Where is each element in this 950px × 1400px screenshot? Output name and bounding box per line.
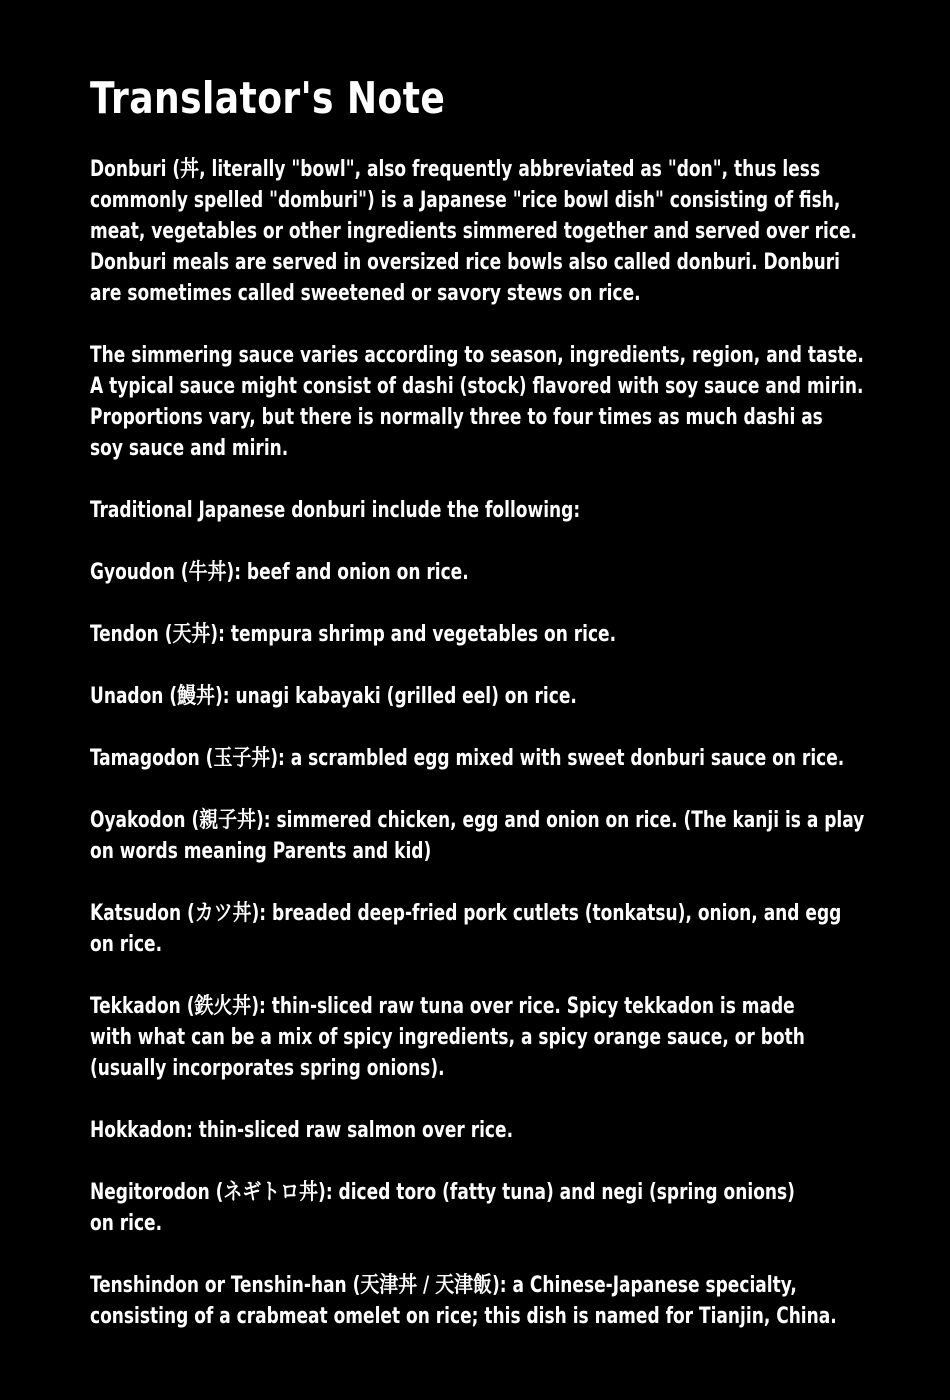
list-item-tekkadon: Tekkadon (鉄火丼): thin-sliced raw tuna over rice. Spicy tekkadon is made with what can be a mix of spicy ingredients, a spicy orange sauce, or both (usually incorporates spring onions).	[90, 994, 805, 1081]
list-item-tamagodon: Tamagodon (玉子丼): a scrambled egg mixed with sweet donburi sauce on rice.	[90, 746, 845, 771]
list-item-tenshindon: Tenshindon or Tenshin-han (天津丼 / 天津飯): a Chinese-Japanese specialty, consisting of a crabmeat omelet on rice; this dish is named for Tianjin, China.	[90, 1273, 837, 1329]
translators-note-page	[90, 70, 900, 1332]
paragraph-donburi-intro: Donburi (丼, literally "bowl", also frequently abbreviated as "don", thus less commonly spelled "domburi") is a Japanese "rice bowl dish" consisting of fish, meat, vegetables or other ingredients simmered together and served over rice. Donburi meals are served in oversized rice bowls also called donburi. Donburi are sometimes called sweetened or savory stews on rice.	[90, 157, 857, 306]
spacer	[90, 650, 900, 681]
list-item-oyakodon: Oyakodon (親子丼): simmered chicken, egg and onion on rice. (The kanji is a play on words meaning Parents and kid)	[90, 808, 865, 864]
spacer	[90, 588, 900, 619]
spacer	[90, 867, 900, 898]
page-title: Translator's Note	[90, 73, 446, 124]
spacer	[90, 712, 900, 743]
spacer	[90, 1084, 900, 1115]
list-item-gyoudon: Gyoudon (牛丼): beef and onion on rice.	[90, 560, 469, 585]
spacer	[90, 1146, 900, 1177]
list-item-unadon: Unadon (鰻丼): unagi kabayaki (grilled eel) on rice.	[90, 684, 577, 709]
spacer	[90, 526, 900, 557]
list-item-negitorodon: Negitorodon (ネギトロ丼): diced toro (fatty tuna) and negi (spring onions) on rice.	[90, 1180, 795, 1236]
spacer	[90, 1239, 900, 1270]
paragraph-simmering-sauce: The simmering sauce varies according to season, ingredients, region, and taste. A typical sauce might consist of dashi (stock) flavored with soy sauce and mirin. Proportions vary, but there is normally three to four times as much dashi as soy sauce and mirin.	[90, 343, 864, 461]
spacer	[90, 960, 900, 991]
spacer	[90, 309, 900, 340]
list-item-hokkadon: Hokkadon: thin-sliced raw salmon over rice.	[90, 1118, 514, 1143]
paragraph-list-intro: Traditional Japanese donburi include the following:	[90, 498, 581, 523]
list-item-tendon: Tendon (天丼): tempura shrimp and vegetables on rice.	[90, 622, 617, 647]
spacer	[90, 774, 900, 805]
list-item-katsudon: Katsudon (カツ丼): breaded deep-fried pork cutlets (tonkatsu), onion, and egg on rice.	[90, 901, 842, 957]
spacer	[90, 464, 900, 495]
